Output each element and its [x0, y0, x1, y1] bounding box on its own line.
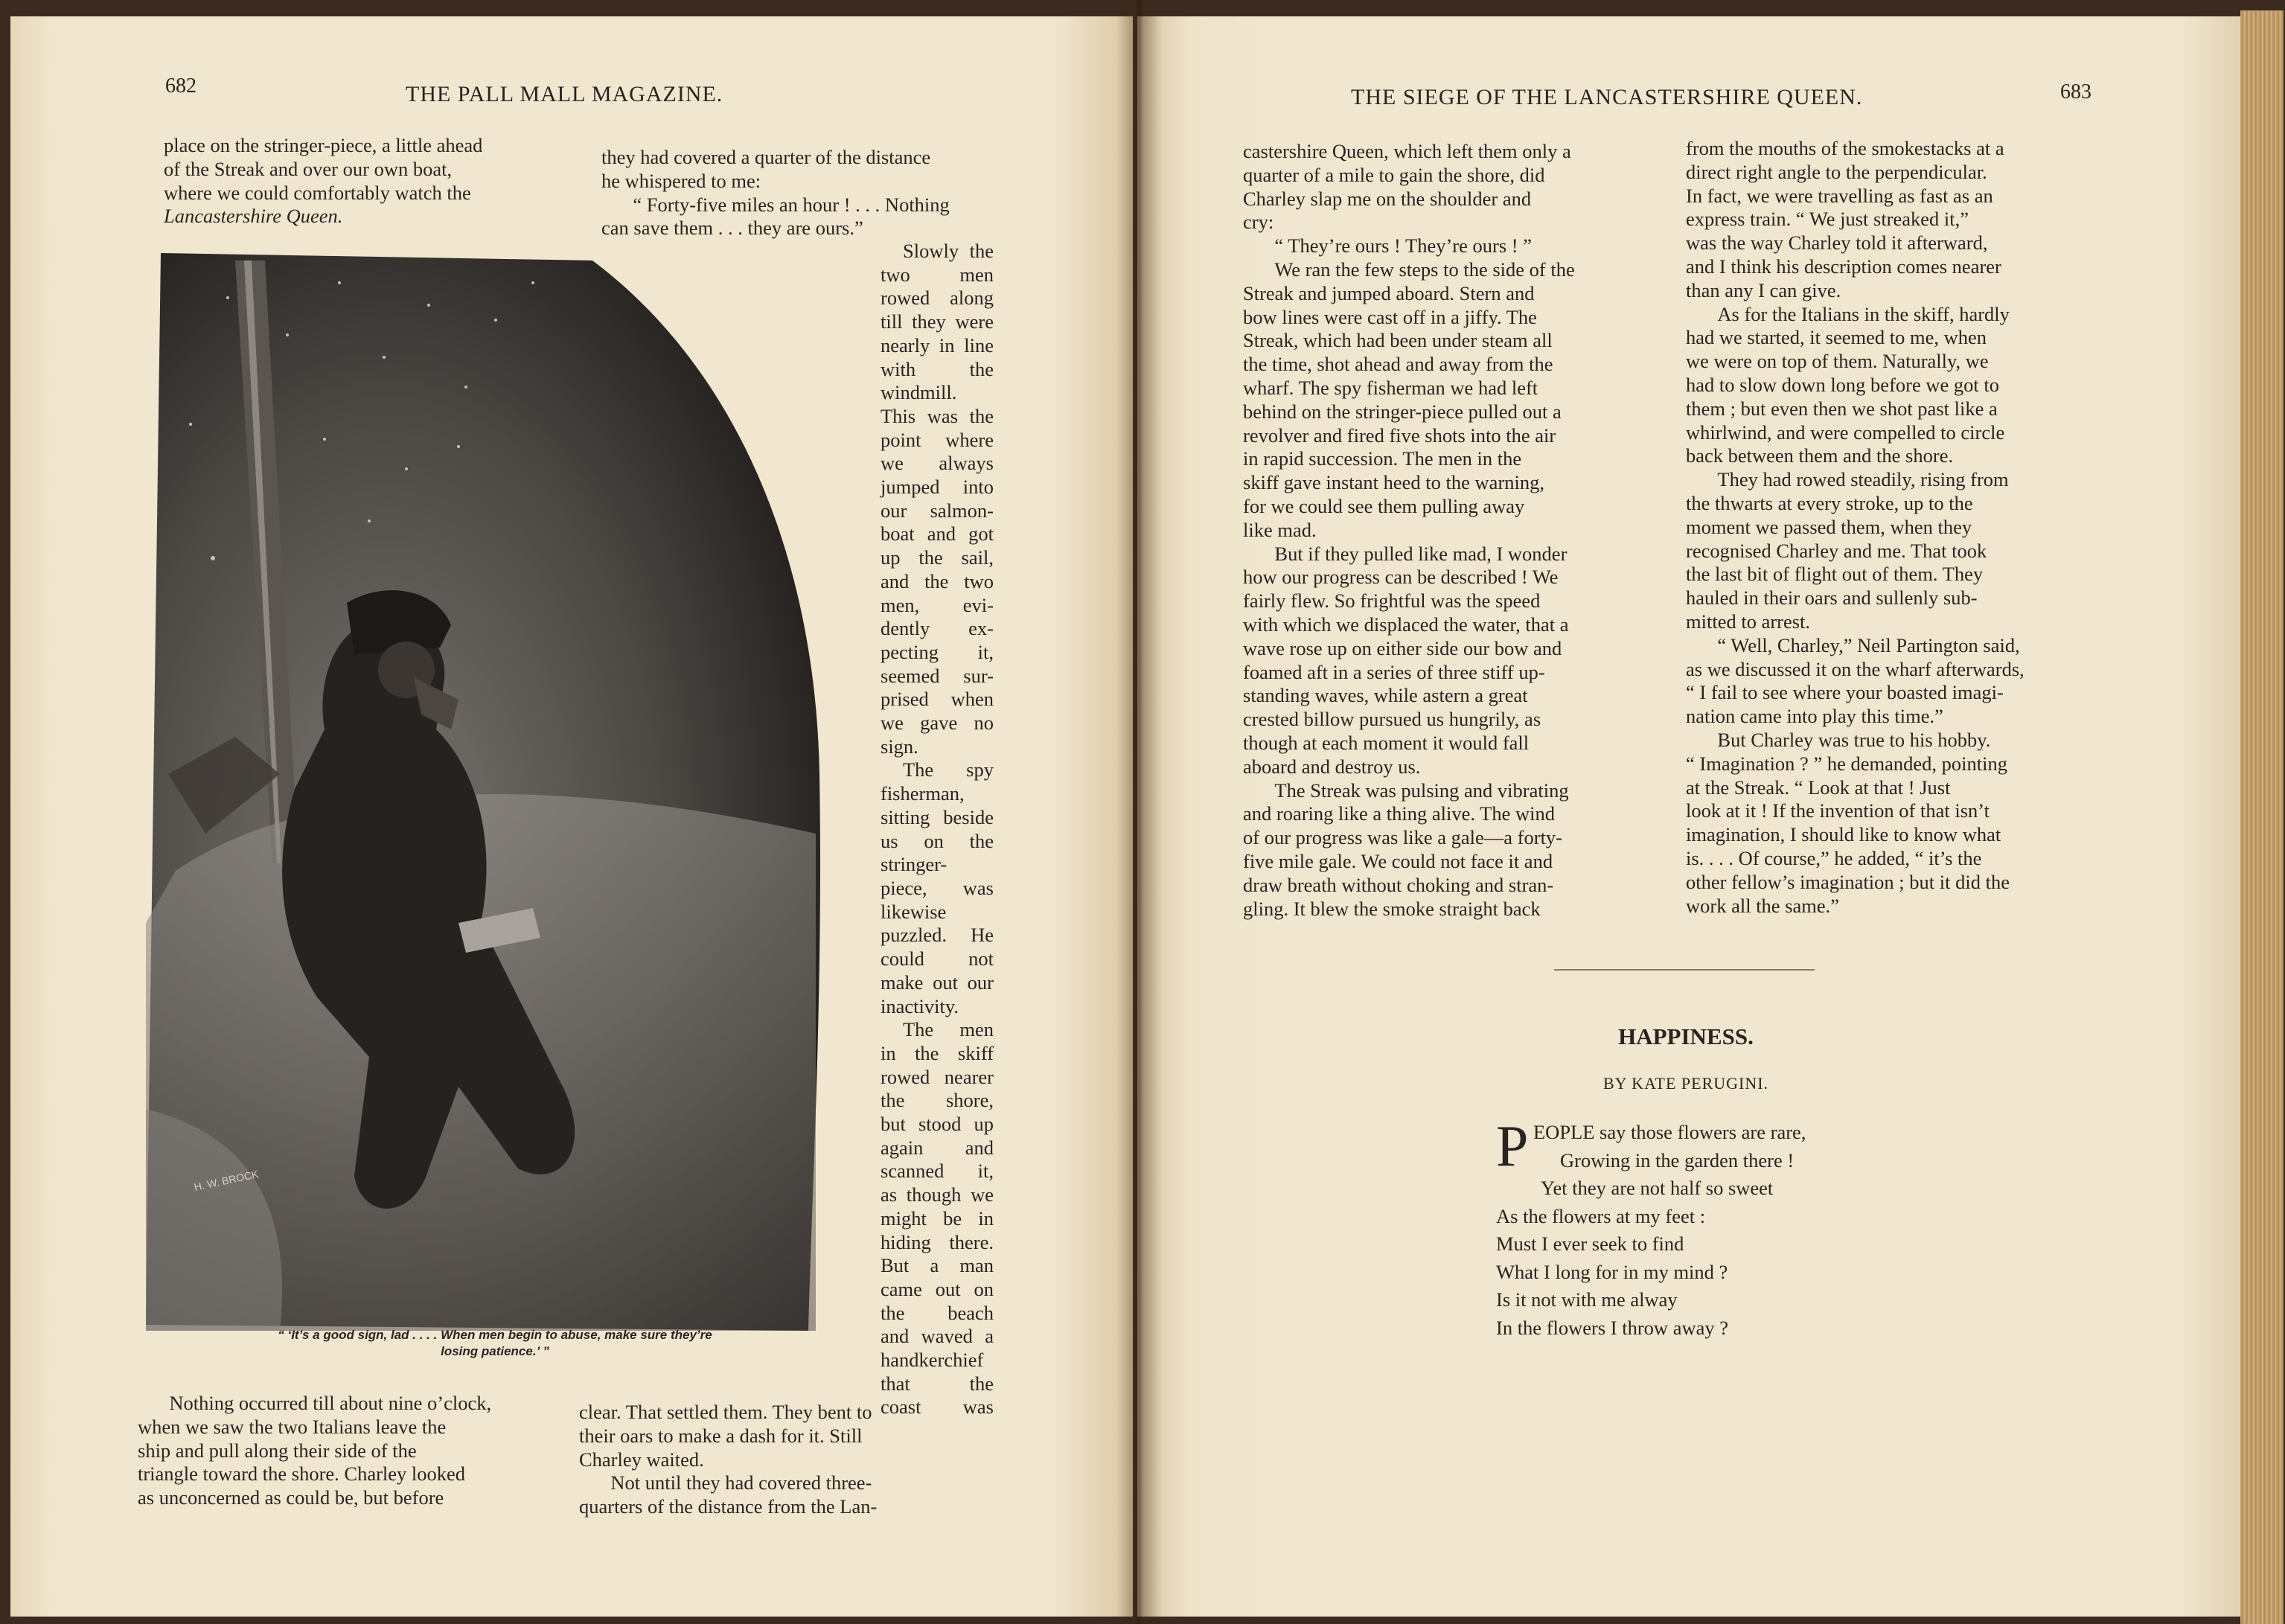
illustration-signature: H. W. BROCK: [193, 1168, 260, 1193]
text-line: hauled in their oars and sullenly sub-: [1686, 586, 1978, 610]
narrow-line: scanned it,: [881, 1160, 994, 1183]
text-line: foamed aft in a series of three stiff up-: [1243, 660, 1545, 683]
left-col2-bottom: clear. That settled them. They bent to their oars to make a dash for it. Still Charley waited. Not until they had covered three- quarters of the distance from the Lan-: [579, 1401, 878, 1518]
text-line: than any I can give.: [1686, 278, 1841, 301]
text-line: how our progress can be described ! We: [1243, 566, 1559, 589]
text-line: whirlwind, and were compelled to circle: [1686, 421, 2005, 444]
text-line: at the Streak. “ Look at that ! Just: [1686, 776, 1951, 799]
narrow-line: jumped into: [881, 476, 994, 499]
page-edges: [2240, 10, 2284, 1624]
narrow-line: and waved a: [881, 1325, 994, 1348]
text-line: As for the Italians in the skiff, hardly: [1717, 302, 2010, 325]
running-head-right: THE SIEGE OF THE LANCASTERSHIRE QUEEN.: [1351, 85, 1863, 109]
narrow-line: But a man: [881, 1254, 994, 1277]
narrow-line: dently ex-: [881, 617, 994, 640]
text-line: aboard and destroy us.: [1243, 755, 1421, 778]
text-line: had to slow down long before we got to: [1686, 373, 1999, 396]
text-line: mitted to arrest.: [1686, 610, 1811, 633]
text-line: five mile gale. We could not face it and: [1243, 849, 1553, 872]
text-line: The Streak was pulsing and vibrating: [1274, 779, 1569, 802]
narrow-line: sitting beside: [881, 805, 994, 828]
text-line: But if they pulled like mad, I wonder: [1274, 542, 1567, 565]
narrow-line: stringer-: [881, 853, 947, 876]
text-line: quarter of a mile to gain the shore, did: [1243, 163, 1545, 186]
text-line: fairly flew. So frightful was the speed: [1243, 589, 1541, 613]
text-line: bow lines were cast off in a jiffy. The: [1243, 305, 1537, 328]
narrow-line: men, evi-: [881, 593, 994, 616]
narrow-line: rowed nearer: [881, 1065, 994, 1088]
text-line: nation came into play this time.”: [1686, 705, 1943, 728]
text-line: Charley slap me on the shoulder and: [1243, 187, 1532, 210]
narrow-line: The spy: [903, 758, 994, 781]
text-line: gling. It blew the smoke straight back: [1243, 897, 1541, 920]
page-number-right: 683: [2060, 80, 2091, 103]
narrow-line: point where: [881, 428, 994, 451]
narrow-line: but stood up: [881, 1113, 994, 1136]
narrow-line: boat and got: [881, 522, 994, 546]
narrow-line: as though we: [881, 1183, 994, 1206]
narrow-line: might be in: [881, 1206, 994, 1230]
text-line: In fact, we were travelling as fast as an: [1686, 184, 1993, 207]
text-line: recognised Charley and me. That took: [1686, 539, 1987, 562]
poem-dropcap: P: [1496, 1113, 1529, 1178]
text-line: the last bit of flight out of them. They: [1686, 563, 1984, 586]
narrow-line: could not: [881, 947, 994, 971]
text-line: as we discussed it on the wharf afterwards,: [1686, 657, 2024, 680]
narrow-line: in the skiff: [881, 1041, 994, 1064]
text-line: though at each moment it would fall: [1243, 731, 1530, 754]
text-line: They had rowed steadily, rising from: [1717, 468, 2009, 491]
text-line: with which we displaced the water, that a: [1243, 613, 1569, 636]
running-head-left: THE PALL MALL MAGAZINE.: [406, 82, 723, 106]
illustration-caption: “ ‘It’s a good sign, lad . . . . When men begin to abuse, make sure they’re losing patience.’ ”: [278, 1328, 712, 1358]
narrow-line: came out on: [881, 1277, 994, 1300]
narrow-line: prised when: [881, 688, 994, 711]
narrow-line: with the: [881, 357, 994, 380]
narrow-line: the beach: [881, 1301, 994, 1324]
poem-body: EOPLE say those flowers are rare, Growing in the garden there ! Yet they are not half so sweet As the flowers at my feet : Must I ever seek to find What I long for in my mind ? Is it not with me alway In the flowers I throw away ?: [1496, 1121, 1806, 1339]
narrow-line: handkerchief: [881, 1349, 984, 1372]
text-line: was the way Charley told it afterward,: [1686, 231, 1988, 255]
text-line: standing waves, while astern a great: [1243, 684, 1528, 707]
narrow-line: and the two: [881, 569, 994, 592]
left-col1-bottom: Nothing occurred till about nine o’clock, when we saw the two Italians leave the ship and pull along their side of the triangle toward the shore. Charley looked as unconcerned as could be, but before: [138, 1392, 492, 1509]
text-line: from the mouths of the smokestacks at a: [1686, 137, 2004, 159]
text-line: back between them and the shore.: [1686, 444, 1954, 467]
text-line: draw breath without choking and stran-: [1243, 873, 1554, 896]
text-line: cry:: [1243, 211, 1274, 234]
left-col1-top: place on the stringer-piece, a little ahead of the Streak and over our own boat, where we could comfortably watch the Lancastershire Queen.: [164, 134, 483, 228]
text-line: skiff gave instant heed to the warning,: [1243, 471, 1545, 494]
narrow-line: two men: [881, 263, 994, 286]
narrow-line: that the: [881, 1372, 994, 1395]
narrow-line: our salmon-: [881, 499, 994, 522]
narrow-line: fisherman,: [881, 782, 965, 805]
narrow-line: seemed sur-: [881, 664, 994, 687]
text-line: we were on top of them. Naturally, we: [1686, 350, 1989, 373]
text-line: and I think his description comes nearer: [1686, 255, 2001, 278]
narrow-line: sign.: [881, 735, 918, 758]
narrow-line: the shore,: [881, 1089, 994, 1112]
narrow-line: us on the: [881, 829, 994, 852]
text-line: work all the same.”: [1686, 894, 1840, 917]
text-line: But Charley was true to his hobby.: [1717, 728, 1991, 751]
text-line: We ran the few steps to the side of the: [1274, 258, 1575, 281]
text-line: behind on the stringer-piece pulled out a: [1243, 400, 1562, 423]
text-line: is. . . . Of course,” he added, “ it’s the: [1686, 846, 1982, 869]
text-line: in rapid succession. The men in the: [1243, 447, 1522, 470]
text-line: “ Imagination ? ” he demanded, pointing: [1686, 752, 2007, 775]
narrow-line: piece, was: [881, 876, 994, 899]
narrow-line: hiding there.: [881, 1230, 994, 1253]
narrow-line: This was the: [881, 404, 994, 427]
section-divider: [1554, 969, 1815, 971]
poem-byline: BY KATE PERUGINI.: [1602, 1074, 1769, 1093]
text-line: like mad.: [1243, 518, 1317, 541]
text-line: wave rose up on either side our bow and: [1243, 636, 1562, 659]
text-line: other fellow’s imagination ; but it did the: [1686, 870, 2010, 893]
narrow-line: pecting it,: [881, 640, 994, 663]
narrow-line: puzzled. He: [881, 924, 994, 947]
text-line: moment we passed them, when they: [1686, 515, 1972, 538]
text-line: the thwarts at every stroke, up to the: [1686, 491, 1973, 514]
right-col1: [1243, 140, 1658, 921]
text-line: of our progress was like a gale—a forty-: [1243, 826, 1563, 849]
text-line: Streak and jumped aboard. Stern and: [1243, 281, 1535, 304]
text-line: look at it ! If the invention of that isn’t: [1686, 799, 1990, 822]
text-line: wharf. The spy fisherman we had left: [1243, 376, 1538, 399]
narrow-line: till they were: [881, 310, 994, 333]
narrow-line: we gave no: [881, 712, 994, 735]
narrow-line: inactivity.: [881, 994, 959, 1017]
text-line: express train. “ We just streaked it,”: [1686, 208, 1969, 231]
right-col2: [1686, 137, 2103, 918]
narrow-line: nearly in line: [881, 333, 994, 357]
narrow-line: windmill.: [881, 381, 957, 404]
narrow-line: coast was: [881, 1396, 994, 1419]
text-line: Streak, which had been under steam all: [1243, 329, 1553, 352]
narrow-line: we always: [881, 452, 994, 475]
poem-title: HAPPINESS.: [1618, 1023, 1754, 1049]
narrow-line: The men: [903, 1018, 994, 1041]
text-line: imagination, I should like to know what: [1686, 823, 2001, 846]
text-line: revolver and fired five shots into the air: [1243, 423, 1556, 447]
left-col2-top: they had covered a quarter of the distance he whispered to me: “ Forty-five miles an hour ! . . . Nothing can save them . . . they are ours.”: [601, 146, 950, 240]
text-line: for we could see them pulling away: [1243, 494, 1525, 517]
text-line: “ I fail to see where your boasted imagi-: [1686, 681, 2004, 704]
text-line: crested billow pursued us hungrily, as: [1243, 708, 1541, 731]
narrow-line: likewise: [881, 900, 947, 923]
text-line: and roaring like a thing alive. The wind: [1243, 802, 1555, 825]
text-line: had we started, it seemed to me, when: [1686, 326, 1987, 349]
narrow-line: up the sail,: [881, 546, 994, 569]
text-line: them ; but even then we shot past like a: [1686, 397, 1998, 420]
text-line: castershire Queen, which left them only a: [1243, 140, 1571, 162]
narrow-line: Slowly the: [903, 240, 994, 262]
page-number-left: 682: [165, 74, 196, 97]
left-narrow-column: [881, 240, 994, 1419]
narrow-line: rowed along: [881, 287, 994, 310]
streak-ref: of the Streak and over our own boat,: [164, 157, 453, 180]
narrow-line: again and: [881, 1136, 994, 1159]
text-line: the time, shot ahead and away from the: [1243, 353, 1553, 376]
text-line: “ They’re ours ! They’re ours ! ”: [1274, 234, 1532, 258]
text-line: direct right angle to the perpendicular.: [1686, 160, 1987, 183]
book-gutter: [1116, 0, 1161, 1624]
text-line: “ Well, Charley,” Neil Partington said,: [1717, 633, 2020, 656]
narrow-line: make out our: [881, 971, 994, 994]
